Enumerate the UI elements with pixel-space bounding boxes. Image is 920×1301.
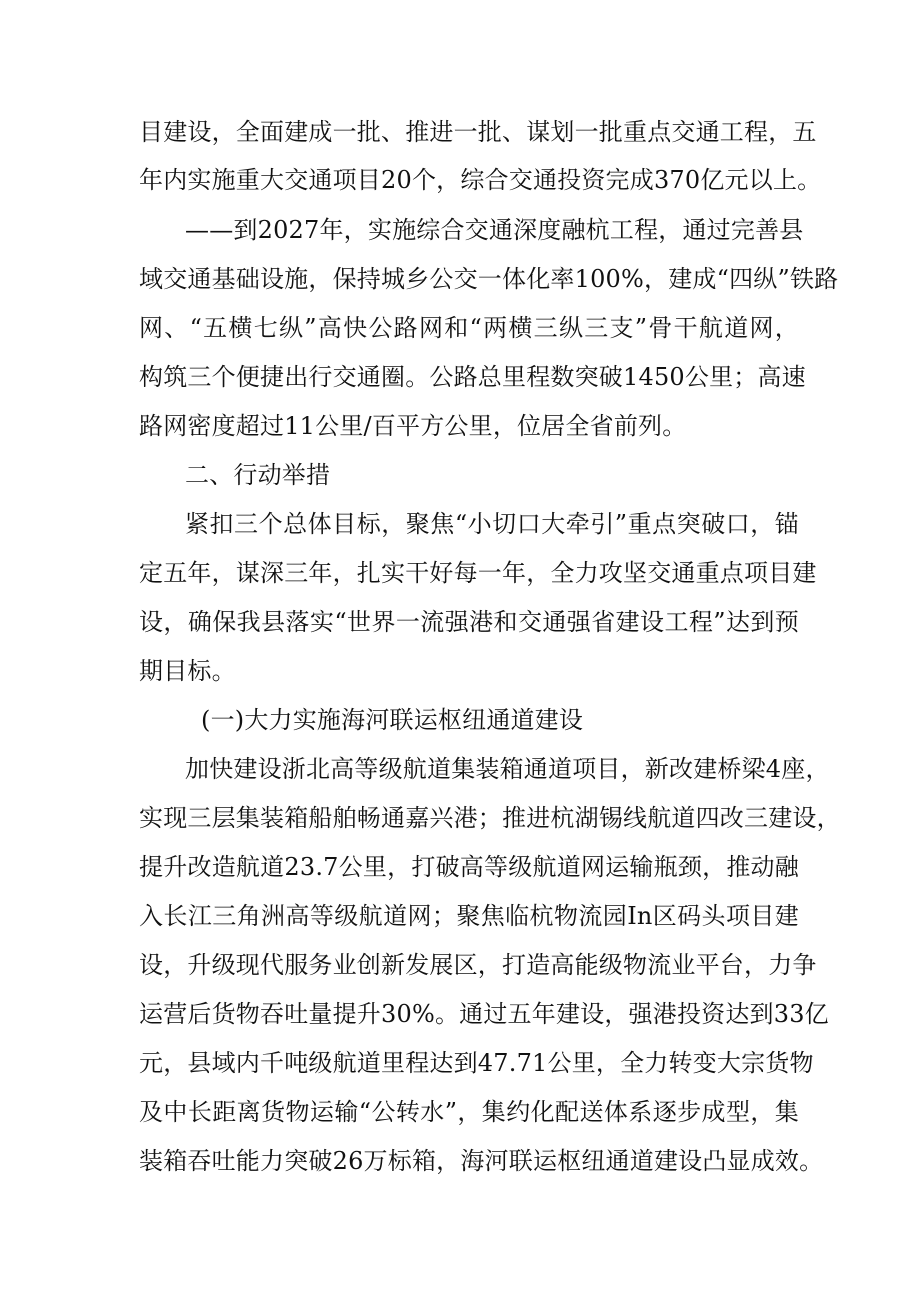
paragraph-line: 实现三层集装箱船舶畅通嘉兴港；推进杭湖锡线航道四改三建设， <box>139 804 841 832</box>
paragraph-line: 装箱吞吐能力突破26万标箱，海河联运枢纽通道建设凸显成效。 <box>139 1147 824 1175</box>
paragraph-line: 网、“五横七纵”高快公路网和“两横三纵三支”骨干航道网， <box>139 314 799 342</box>
paragraph-line: 目建设，全面建成一批、推进一批、谋划一批重点交通工程，五 <box>139 118 817 146</box>
paragraph-line: 运营后货物吞吐量提升30%。通过五年建设，强港投资达到33亿 <box>139 1000 829 1028</box>
paragraph-line: 元，县域内千吨级航道里程达到47.71公里，全力转变大宗货物 <box>139 1049 814 1077</box>
paragraph-line: 加快建设浙北高等级航道集装箱通道项目，新改建桥梁4座， <box>185 755 830 783</box>
paragraph-line: 域交通基础设施，保持城乡公交一体化率100%，建成“四纵”铁路 <box>139 265 839 293</box>
section-heading: 二、行动举措 <box>185 461 331 489</box>
paragraph-line: 紧扣三个总体目标，聚焦“小切口大牵引”重点突破口，锚 <box>185 510 799 538</box>
paragraph-line: 设，确保我县落实“世界一流强港和交通强省建设工程”达到预 <box>139 608 799 636</box>
paragraph-line: 设，升级现代服务业创新发展区，打造高能级物流业平台，力争 <box>139 951 817 979</box>
paragraph-line: 定五年，谋深三年，扎实干好每一年，全力攻坚交通重点项目建 <box>139 559 817 587</box>
paragraph-line: ——到2027年，实施综合交通深度融杭工程，通过完善县 <box>185 216 804 244</box>
paragraph-line: 及中长距离货物运输“公转水”，集约化配送体系逐步成型，集 <box>139 1098 799 1126</box>
paragraph-line: 提升改造航道23.7公里，打破高等级航道网运输瓶颈，推动融 <box>139 853 799 881</box>
paragraph-line: 入长江三角洲高等级航道网；聚焦临杭物流园In区码头项目建 <box>139 902 799 930</box>
paragraph-line: 年内实施重大交通项目20个，综合交通投资完成370亿元以上。 <box>139 166 822 194</box>
paragraph-line: 路网密度超过11公里/百平方公里，位居全省前列。 <box>139 412 687 440</box>
paragraph-line: 构筑三个便捷出行交通圈。公路总里程数突破1450公里；高速 <box>139 363 806 391</box>
paragraph-line: 期目标。 <box>139 657 236 685</box>
subsection-heading: (一)大力实施海河联运枢纽通道建设 <box>201 706 584 734</box>
